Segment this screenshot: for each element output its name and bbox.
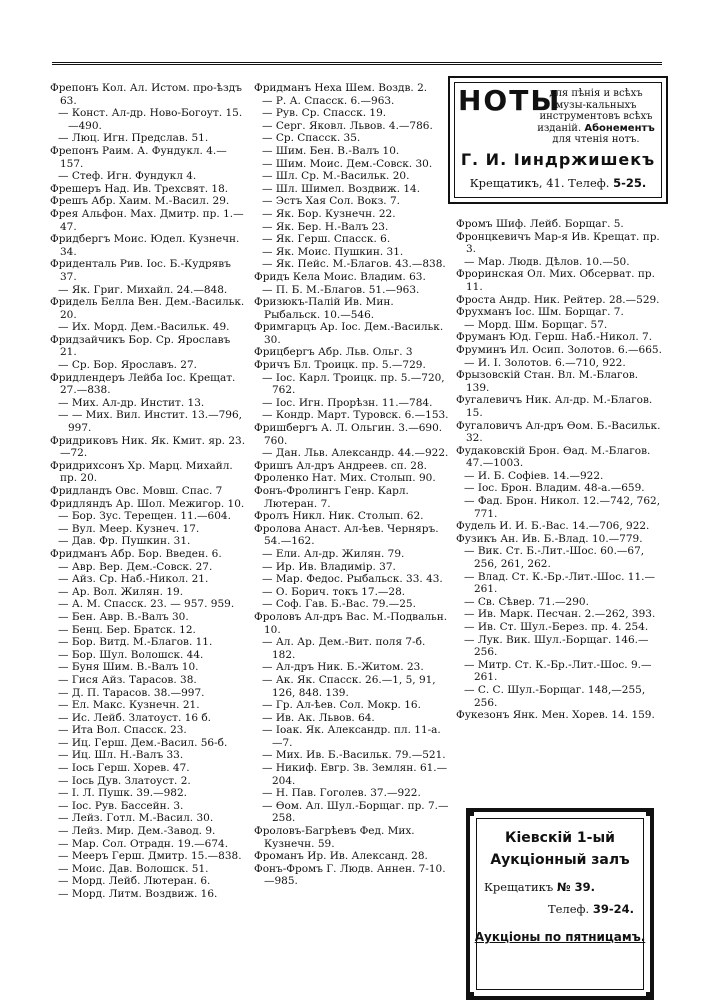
directory-entry: — Ив. Марк. Песчан. 2.—262, 393.: [464, 608, 656, 621]
directory-entry: Фридлендеръ Лейба Іос. Крещат. 27.—838.: [50, 371, 236, 397]
directory-entry: Фрицбергъ Абр. Льв. Ольг. 3: [254, 346, 413, 359]
directory-entry: Фонъ-Фромъ Г. Людв. Аннен. 7-10.—985.: [254, 862, 446, 888]
directory-entry: — Іоак. Як. Александр. пл. 11-а.—7.: [262, 724, 441, 749]
directory-entry: — Рув. Ср. Спасск. 19.: [262, 107, 387, 120]
directory-entry: — П. Б. М.-Благов. 51.—963.: [262, 283, 420, 296]
directory-entry: — Бор. Витд. М.-Благов. 11.: [58, 636, 213, 649]
directory-entry: Фугаловичъ Ал-дръ Ѳом. Б.-Васильк. 32.: [456, 419, 661, 445]
directory-entry: — Шим. Бен. В.-Валъ 10.: [262, 144, 400, 157]
directory-entry: — Ср. Бор. Ярославъ. 27.: [58, 359, 198, 372]
directory-entry: — Як. Бер. Н.-Валъ 23.: [262, 220, 389, 233]
directory-entry: — Іос. Брон. Владим. 48-а.—659.: [464, 482, 645, 495]
directory-entry: — Морд. Шм. Борщаг. 57.: [464, 318, 608, 331]
directory-entry: Фричъ Бл. Троицк. пр. 5.—729.: [254, 359, 426, 372]
corner-ornament: [646, 992, 654, 1000]
directory-column-3: [456, 218, 662, 722]
directory-entry: Фролова Анаст. Ал-ѣев. Черняръ. 54.—162.: [254, 522, 439, 548]
directory-entry: Фудаковскій Брон. Ѳад. М.-Благов. 47.—1003.: [456, 444, 651, 470]
directory-entry: — Дан. Льв. Александр. 44.—922.: [262, 447, 449, 460]
directory-entry: — Мар. Людв. Дѣлов. 10.—50.: [464, 255, 630, 268]
directory-entry: Фугалевичъ Ник. Ал-др. М.-Благов. 15.: [456, 394, 653, 419]
directory-entry: Фроленко Нат. Мих. Столып. 90.: [254, 472, 436, 485]
ad-subtitle-text: для пѣнія и всѣхъ музы-кальныхъ инструментовъ всѣхъ изданій.: [537, 88, 653, 134]
directory-entry: — Як. Григ. Михайл. 24.—848.: [58, 283, 228, 296]
directory-entry: — Іос. Игн. Прорѣзн. 11.—784.: [262, 396, 433, 409]
ad-subtitle: [536, 88, 656, 146]
directory-entry: — Вул. Меер. Кузнеч. 17.: [58, 522, 200, 535]
directory-entry: Фридманъ Абр. Бор. Введен. 6.: [50, 547, 222, 560]
directory-entry: — Ак. Як. Спасск. 26.—1, 5, 91, 126, 848. 139.: [262, 673, 436, 699]
directory-entry: — Ел. Макс. Кузнечн. 21.: [58, 699, 200, 712]
directory-entry: Фридзайчикъ Бор. Ср. Ярославъ 21.: [50, 333, 231, 359]
directory-entry: Фроловъ Ал-дръ Вас. М.-Подвальн. 10.: [254, 610, 448, 636]
directory-entry: Фроста Андр. Ник. Рейтер. 28.—529.: [456, 293, 660, 306]
auction-address-number: № 39.: [556, 880, 596, 894]
directory-entry: — Бенц. Бер. Братск. 12.: [58, 623, 196, 636]
directory-entry: — Лейз. Мир. Дем.-Завод. 9.: [58, 825, 216, 838]
directory-entry: — Ита Вол. Спасск. 23.: [58, 724, 187, 737]
directory-entry: Фризюкъ-Палій Ив. Мин. Рыбальск. 10.—546.: [254, 296, 394, 321]
directory-entry: Фридрихсонъ Хр. Марц. Михайл. пр. 20.: [50, 459, 233, 485]
directory-entry: — Иц. Герш. Дем.-Васил. 56-б.: [58, 736, 228, 749]
top-double-rule: [52, 62, 662, 65]
directory-entry: — Люц. Игн. Предслав. 51.: [58, 132, 209, 145]
directory-entry: — Як. Моис. Пушкин. 31.: [262, 245, 404, 258]
directory-entry: — Ѳом. Ал. Шул.-Борщаг. пр. 7.—258.: [262, 799, 449, 825]
auction-slogan: Аукціоны по пятницамъ.: [474, 930, 646, 944]
directory-entry: — Конст. Ал-др. Ново-Богоут. 15.—490.: [58, 107, 243, 132]
directory-entry: — Мих. Ив. Б.-Васильк. 79.—521.: [262, 749, 446, 762]
directory-entry: — А. М. Спасск. 23. — 957. 959.: [58, 598, 235, 611]
directory-entry: Фрызовскій Стан. Вл. М.-Благов. 139.: [456, 369, 639, 394]
directory-entry: Фрепонъ Раим. А. Фундукл. 4.—157.: [50, 144, 227, 170]
directory-entry: Фридляндъ Ар. Шол. Межигор. 10.: [50, 497, 245, 510]
directory-entry: Фрешъ Абр. Хаим. М.-Васил. 29.: [50, 195, 230, 208]
directory-entry: — Кондр. Март. Туровск. 6.—153.: [262, 409, 449, 422]
directory-entry: Фридъ Кела Моис. Владим. 63.: [254, 270, 426, 283]
directory-entry: — Серг. Яковл. Львов. 4.—786.: [262, 119, 433, 132]
directory-entry: — Эстъ Хая Сол. Вокз. 7.: [262, 195, 400, 208]
directory-entry: — Іось Дув. Златоуст. 2.: [58, 774, 191, 787]
directory-entry: — Мар. Федос. Рыбальск. 33. 43.: [262, 573, 443, 586]
corner-ornament: [466, 808, 474, 816]
directory-entry: Фридманъ Неха Шем. Воздв. 2.: [254, 82, 428, 94]
directory-entry: — Никиф. Евгр. Зв. Землян. 61.—204.: [262, 762, 448, 787]
directory-entry: — Ив. Ак. Львов. 64.: [262, 711, 375, 724]
directory-entry: — Вик. Ст. Б.-Лит.-Шос. 60.—67, 256, 261, 262.: [464, 545, 645, 571]
directory-entry: — Ар. Вол. Жилян. 19.: [58, 585, 184, 598]
directory-entry: Фронцкевичъ Мар-я Ив. Крещат. пр. 3.: [456, 230, 660, 256]
directory-entry: — Ис. Лейб. Златоуст. 16 б.: [58, 711, 212, 724]
directory-entry: — Д. П. Тарасов. 38.—997.: [58, 686, 205, 699]
ad-address-text: Крещатикъ, 41. Телеф.: [469, 176, 610, 190]
sheet-music-advertisement: [448, 76, 668, 204]
directory-entry: — Іос. Карл. Троицк. пр. 5.—720, 762.: [262, 371, 445, 397]
directory-entry: Фроманъ Ир. Ив. Александ. 28.: [254, 850, 428, 863]
directory-entry: Фрепонъ Кол. Ал. Истом. про-ѣздъ 63.: [50, 82, 242, 107]
auction-phone: [548, 902, 634, 916]
directory-entry: Фриденталь Рив. Іос. Б.-Кудрявъ 37.: [50, 258, 231, 283]
directory-entry: — Фад. Брон. Никол. 12.—742, 762, 771.: [464, 495, 661, 520]
directory-entry: — С. С. Шул.-Борщаг. 148,—255, 256.: [464, 683, 646, 709]
directory-entry: Фрешеръ Над. Ив. Трехсвят. 18.: [50, 182, 229, 195]
directory-entry: — Лук. Вик. Шул.-Борщаг. 146.—256.: [464, 633, 649, 659]
directory-entry: — Айз. Ср. Наб.-Никол. 21.: [58, 573, 209, 586]
directory-entry: Фроринская Ол. Мих. Обсерват. пр. 11.: [456, 268, 655, 293]
directory-entry: — Буня Шим. В.-Валъ 10.: [58, 661, 199, 674]
directory-entry: Фридель Белла Вен. Дем.-Васильк. 20.: [50, 296, 245, 321]
directory-entry: — Як. Герш. Спасск. 6.: [262, 233, 391, 246]
directory-entry: — Морд. Лейб. Лютеран. 6.: [58, 875, 211, 888]
directory-entry: Фудель И. И. Б.-Вас. 14.—706, 922.: [456, 520, 650, 533]
directory-entry: — Митр. Ст. К.-Бр.-Лит.-Шос. 9.—261.: [464, 658, 652, 684]
directory-entry: Фромъ Шиф. Лейб. Борщаг. 5.: [456, 218, 624, 230]
directory-entry: — Ср. Спасск. 35.: [262, 132, 361, 145]
directory-entry: — Моис. Дав. Волошск. 51.: [58, 862, 209, 875]
directory-column-1: [50, 82, 248, 901]
directory-column-2: [254, 82, 450, 888]
directory-entry: Фришъ Ал-дръ Андреев. сп. 28.: [254, 459, 427, 472]
auction-advertisement: [466, 808, 654, 1000]
directory-entry: Фруминъ Ил. Осип. Золотов. 6.—665.: [456, 343, 662, 356]
auction-address: [484, 880, 595, 894]
directory-entry: — Н. Пав. Гоголев. 37.—922.: [262, 787, 421, 800]
directory-entry: Фрея Альфон. Мах. Дмитр. пр. 1.—47.: [50, 207, 244, 233]
ad-address: [450, 176, 666, 190]
directory-entry: — Мееръ Герш. Дмитр. 15.—838.: [58, 850, 242, 863]
auction-line-1: Кіевскій 1-ый: [505, 830, 615, 846]
directory-entry: — Ал. Ар. Дем.-Вит. поля 7-б. 182.: [262, 636, 426, 661]
directory-entry: — Св. Сѣвер. 71.—290.: [464, 595, 589, 608]
directory-entry: — Дав. Фр. Пушкин. 31.: [58, 535, 191, 548]
directory-entry: — Шл. Ср. М.-Васильк. 20.: [262, 170, 410, 183]
ad-merchant-name: Г. И. Іиндржишекъ: [460, 150, 656, 169]
directory-entry: Фридландъ Овс. Мовш. Спас. 7: [50, 485, 223, 497]
auction-phone-label: Телеф.: [547, 902, 590, 916]
directory-entry: — Авр. Вер. Дем.-Совск. 27.: [58, 560, 213, 573]
directory-entry: Фришбергъ А. Л. Ольгин. 3.—690. 760.: [254, 422, 443, 447]
directory-entry: Фукезонъ Янк. Мен. Хорев. 14. 159.: [456, 709, 655, 722]
directory-entry: — Мих. Ал-др. Инстит. 13.: [58, 396, 205, 409]
corner-ornament: [646, 808, 654, 816]
directory-entry: Фруманъ Юд. Герш. Наб.-Никол. 7.: [456, 331, 653, 344]
ad-phone: 5-25.: [613, 176, 647, 190]
directory-entry: Фридбергъ Моис. Юдел. Кузнечн. 34.: [50, 233, 240, 258]
directory-entry: — Морд. Литм. Воздвиж. 16.: [58, 888, 218, 900]
directory-entry: — Бор. Зус. Терещен. 11.—604.: [58, 510, 231, 523]
directory-entry: — Ир. Ив. Владимір. 37.: [262, 560, 396, 573]
ad-subscription-text: для чтенія нотъ.: [552, 134, 640, 145]
directory-entry: — Р. А. Спасск. 6.—963.: [262, 94, 395, 107]
directory-entry: Фузикъ Ан. Ив. Б.-Влад. 10.—779.: [456, 532, 643, 545]
directory-entry: — Шл. Шимел. Воздвиж. 14.: [262, 182, 421, 195]
directory-entry: — И. Б. Софіев. 14.—922.: [464, 469, 604, 482]
directory-entry: — Шим. Моис. Дем.-Совск. 30.: [262, 157, 433, 170]
directory-entry: — Лейз. Готл. М.-Васил. 30.: [58, 812, 214, 825]
directory-entry: — Иц. Шл. Н.-Валъ 33.: [58, 749, 184, 762]
directory-entry: — Стеф. Игн. Фундукл 4.: [58, 170, 197, 183]
directory-entry: — Як. Бор. Кузнечн. 22.: [262, 207, 396, 220]
directory-entry: — Бен. Авр. В.-Валъ 30.: [58, 610, 189, 623]
directory-entry: Фроловъ-Багрѣевъ Фед. Мих. Кузнечн. 59.: [254, 825, 415, 850]
directory-entry: — Влад. Ст. К.-Бр.-Лит.-Шос. 11.—261.: [464, 570, 655, 596]
auction-phone-number: 39-24.: [592, 902, 634, 916]
ad-title: НОТЫ: [458, 84, 562, 117]
directory-entry: Фонъ-Фролингъ Генр. Карл. Лютеран. 7.: [254, 485, 409, 510]
directory-entry: — И. І. Золотов. 6.—710, 922.: [464, 356, 626, 369]
directory-entry: Фролъ Никл. Ник. Столып. 62.: [254, 510, 424, 523]
directory-entry: Фридриковъ Ник. Як. Кмит. яр. 23.—72.: [50, 434, 246, 460]
directory-entry: — Мар. Сол. Отрадн. 19.—674.: [58, 837, 229, 850]
directory-entry: — Іос. Рув. Бассейн. 3.: [58, 799, 184, 812]
directory-entry: — Их. Морд. Дем.-Васильк. 49.: [58, 321, 230, 334]
directory-entry: — Гися Айз. Тарасов. 38.: [58, 673, 197, 686]
directory-entry: — Ели. Ал-др. Жилян. 79.: [262, 547, 405, 560]
directory-entry: — Ал-дръ Ник. Б.-Житом. 23.: [262, 661, 424, 674]
directory-entry: — Бор. Шул. Волошск. 44.: [58, 648, 204, 661]
directory-entry: Фримгарцъ Ар. Іос. Дем.-Васильк. 30.: [254, 321, 444, 346]
directory-entry: — Соф. Гав. Б.-Вас. 79.—25.: [262, 598, 416, 611]
directory-entry: — Ив. Ст. Шул.-Берез. пр. 4. 254.: [464, 621, 649, 633]
directory-entry: — Гр. Ал-ѣев. Сол. Мокр. 16.: [262, 699, 421, 712]
directory-entry: — І. Л. Пушк. 39.—982.: [58, 787, 188, 800]
directory-entry: — Як. Пейс. М.-Благов. 43.—838.: [262, 258, 446, 271]
directory-entry: — О. Борич. токъ 17.—28.: [262, 585, 406, 598]
directory-entry: — — Мих. Вил. Инстит. 13.—796, 997.: [58, 409, 242, 435]
ad-subscription-label: Абонементъ: [584, 122, 655, 134]
auction-address-label: Крещатикъ: [484, 880, 554, 894]
directory-entry: Фрухманъ Іос. Шм. Борщаг. 7.: [456, 306, 624, 319]
corner-ornament: [466, 992, 474, 1000]
directory-entry: — Іось Герш. Хорев. 47.: [58, 762, 190, 775]
auction-line-2: Аукціонный залъ: [490, 852, 630, 868]
